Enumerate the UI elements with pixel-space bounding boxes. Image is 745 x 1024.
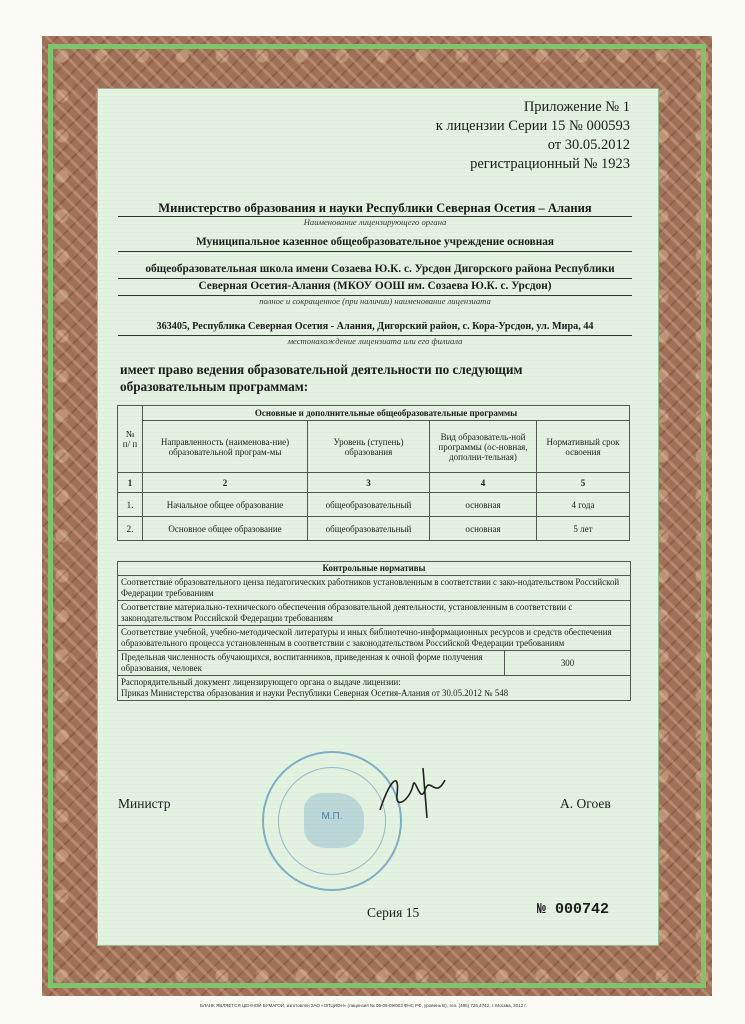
programs-table	[117, 405, 630, 541]
signatory-position: Министр	[118, 796, 171, 811]
licensee-rule-1	[118, 251, 632, 252]
appendix-header	[360, 98, 630, 174]
signatory-name: А. Огоев	[560, 796, 611, 811]
licensee-line-3: Северная Осетия-Алания (МКОУ ООШ им. Созаева Ю.К. с. Урсдон)	[198, 280, 552, 292]
control-pedagogical-staff: Соответствие образовательного ценза педагогических работников установленным в соответствии с зако-нодательством Российской Федерации требованиям	[118, 576, 631, 601]
control-student-limit-label: Предельная численность обучающихся, воспитанников, приведенная к очной форме получения образования, человек	[118, 651, 505, 676]
programs-group-header: Основные и дополнительные общеобразовательные программы	[143, 406, 630, 421]
col-header-term: Нормативный срок освоения	[537, 421, 630, 473]
row-number: 1.	[118, 493, 143, 517]
table-row	[118, 493, 630, 517]
index-cell: 3	[308, 473, 430, 493]
row-term: 4 года	[537, 493, 630, 517]
licensee-rule-2	[118, 278, 632, 279]
blank-number: № 000742	[537, 901, 610, 918]
appendix-number: Приложение № 1	[523, 99, 630, 115]
address-caption: местонахождение лицензиата или его филиала	[287, 336, 463, 346]
order-document-title: Распорядительный документ лицензирующего органа о выдаче лицензии:	[121, 677, 401, 687]
row-direction: Начальное общее образование	[143, 493, 308, 517]
licensee-caption: полное и сокращенное (при наличии) наименование лицензиата	[259, 296, 491, 306]
licensor-name: Министерство образования и науки Республики Северная Осетия – Алания	[158, 201, 592, 215]
controls-header: Контрольные нормативы	[118, 562, 631, 576]
seal-label: М.П.	[321, 811, 343, 822]
index-cell: 2	[143, 473, 308, 493]
licensee-line-1: Муниципальное казенное общеобразовательное учреждение основная	[195, 236, 555, 248]
control-library-resources: Соответствие учебной, учебно-методической литературы и иных библиотечно-информационных ресурсов и средств обеспечения образовательного процесса установленным в соответствии с законодательством Российской Федерации требованиям	[118, 626, 631, 651]
control-order-document	[118, 676, 631, 701]
index-cell: 5	[537, 473, 630, 493]
registration-number: регистрационный № 1923	[470, 156, 630, 172]
row-direction: Основное общее образование	[143, 517, 308, 541]
index-cell: 1	[118, 473, 143, 493]
licensee-address: 363405, Республика Северная Осетия - Алания, Дигорский район, с. Кора-Урсдон, ул. Мира, 44	[156, 321, 594, 332]
fine-print: БЛАНК ЯВЛЯЕТСЯ ЦЕННОЙ БУМАГОЙ, изготовлен ЗАО «ОПЦИОН» (лицензия № 05-05-09/003 ФНС РФ, уровень В), тел. (495) 726 4742, г. Москва, 2012 г.	[200, 1003, 527, 1008]
licensor-caption: Наименование лицензирующего органа	[303, 217, 447, 227]
table-row	[118, 517, 630, 541]
blank-series: Серия 15	[367, 905, 420, 920]
row-number: 2.	[118, 517, 143, 541]
col-header-kind: Вид образователь-ной программы (ос-новная, дополни-тельная)	[430, 421, 537, 473]
row-kind: основная	[430, 517, 537, 541]
order-document-ref: Приказ Министерства образования и науки Республики Северная Осетия-Алания от 30.05.2012 № 548	[121, 688, 509, 698]
index-cell: 4	[430, 473, 537, 493]
row-level: общеобразовательный	[308, 517, 430, 541]
col-header-direction: Направленность (наименова-ние) образовательной програм-мы	[143, 421, 308, 473]
col-header-level: Уровень (ступень) образования	[308, 421, 430, 473]
license-date: от 30.05.2012	[547, 137, 630, 153]
right-statement-line-2: образовательным программам:	[120, 379, 309, 394]
row-kind: основная	[430, 493, 537, 517]
row-level: общеобразовательный	[308, 493, 430, 517]
controls-table	[117, 561, 631, 701]
licensee-line-2: общеобразовательная школа имени Созаева Ю.К. с. Урсдон Дигорского района Республики	[145, 263, 615, 275]
row-term: 5 лет	[537, 517, 630, 541]
license-series: к лицензии Серии 15 № 000593	[435, 118, 630, 134]
right-statement	[120, 361, 640, 395]
col-header-number: № п/ п	[118, 406, 143, 473]
control-material-base: Соответствие материально-технического обеспечения образовательной деятельности, установленным в соответствии с законодательством Российской Федерации требованиям	[118, 601, 631, 626]
control-student-limit-value: 300	[505, 651, 631, 676]
handwritten-signature	[375, 760, 455, 820]
right-statement-line-1: имеет право ведения образовательной деятельности по следующим	[120, 362, 523, 377]
